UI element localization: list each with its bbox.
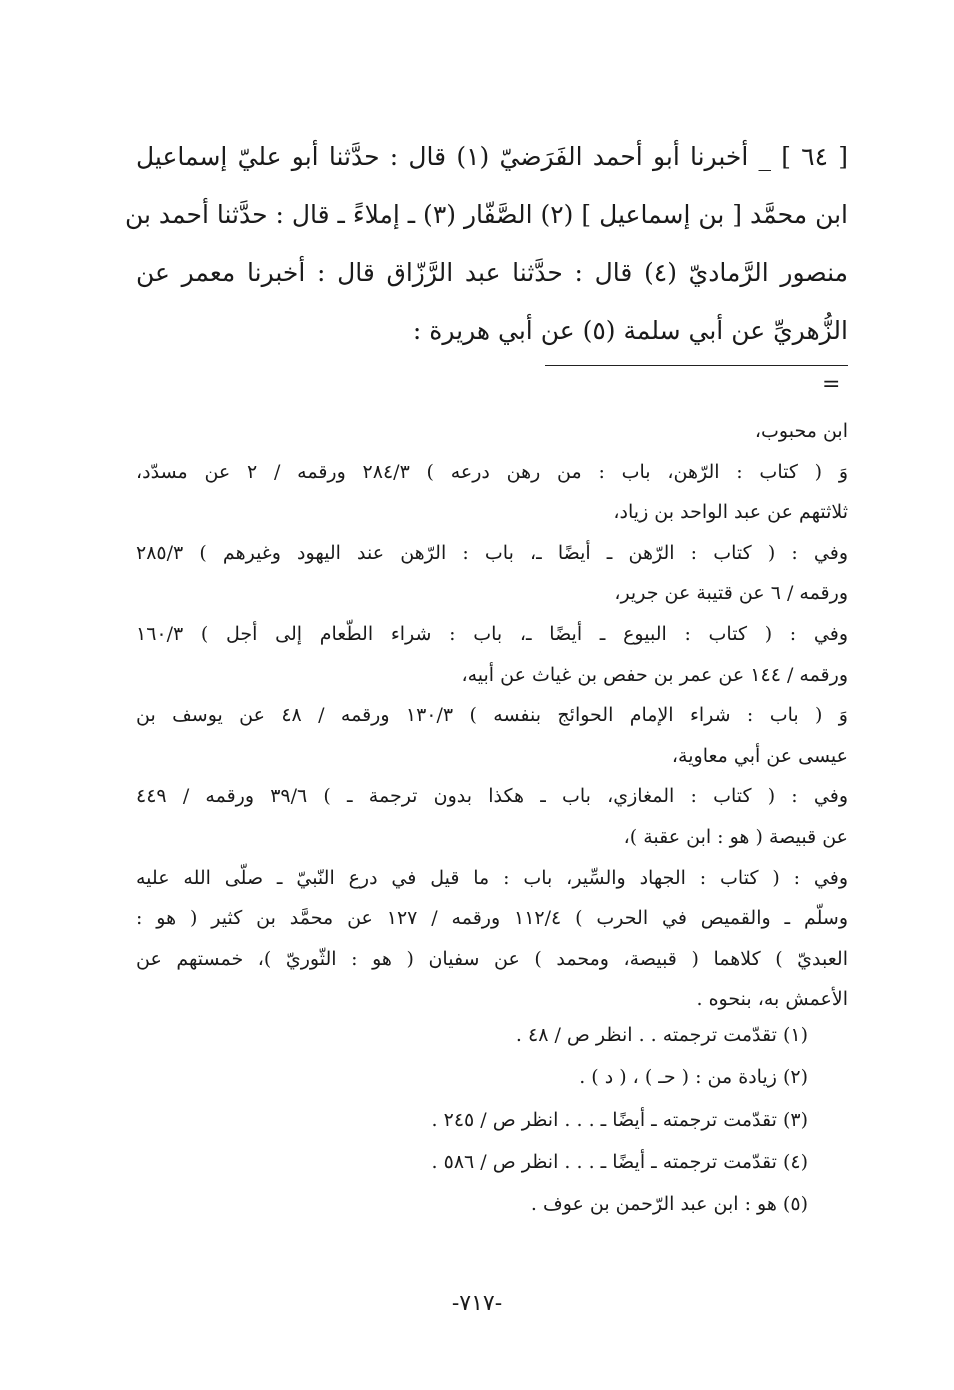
footnote: (٤) تقدّمت ترجمته ـ أيضًا ـ . . . انظر ص / ٥٨٦ . [431,1150,808,1173]
continuation-mark: = [822,372,841,397]
note-line: ابن محبوب، [754,420,848,442]
footnote: (٥) هو : ابن عبد الرّحمن بن عوف . [530,1193,808,1216]
note-line: عن قبيصة ( هو : ابن عقبة )، [623,825,848,848]
footnote-separator [545,365,848,366]
note-line: الأعمش به، بنحوه . [696,988,848,1011]
hadith-line: الزُّهريِّ عن أبي سلمة (٥) عن أبي هريرة : [412,316,848,345]
note-line: وَ ( باب : شراء الإمام الحوائج بنفسه ) ١٣٠/٣ ورقمه / ٤٨ عن يوسف بن [136,704,848,727]
note-line: عيسى عن أبي معاوية، [671,744,848,767]
footnotes [300,1014,808,1225]
page-number: -٧١٧- [451,1291,503,1316]
hadith-line: [ ٦٤ ] _ أخبرنا أبو أحمد الفَرَضيّ (١) قال : حدَّثنا أبو عليّ إسماعيل [136,142,848,171]
note-line: ورقمه / ١٤٤ عن عمر بن حفص بن غياث عن أبيه، [461,663,848,686]
footnote: (٢) زيادة من : ( حـ ) ، ( د ) . [579,1066,808,1089]
hadith-text [125,128,848,360]
footnote: (٣) تقدّمت ترجمته ـ أيضًا ـ . . . انظر ص / ٢٤٥ . [431,1108,808,1131]
note-line: وَ ( كتاب : الرّهن، باب : من رهن درعه ) ٢٨٤/٣ ورقمه / ٢ عن مسدّد، [136,460,849,483]
note-line: وفي : ( كتاب : المغازي، باب ـ هكذا بدون ترجمة ـ ) ٣٩/٦ ورقمه / ٤٤٩ [136,785,848,808]
note-line: ورقمه / ٦ عن قتيبة عن جرير، [614,582,848,605]
hadith-line: ابن محمَّد [ بن إسماعيل ] (٢) الصَّفّار (٣) ـ إملاءً ـ قال : حدَّثنا أحمد بن [125,200,848,229]
note-line: وفي : ( كتاب : الجهاد والسِّير، باب : ما قيل في درع النّبيّ ـ صلّى الله عليه [136,866,848,889]
note-line: ثلاثتهم عن عبد الواحد بن زياد، [613,501,848,524]
note-line: وفي : ( كتاب : الرّهن ـ أيضًا ـ، باب : الرّهن عند اليهود وغيرهم ) ٢٨٥/٣ [136,541,848,564]
hadith-line: منصور الرَّماديّ (٤) قال : حدَّثنا عبد الرَّزّاق قال : أخبرنا معمر عن [136,258,848,287]
note-line: وسلّم ـ والقميص في الحرب ) ١١٢/٤ ورقمه / ١٢٧ عن محمَّد بن كثير ( هو : [136,907,849,930]
note-line: وفي : ( كتاب : البيوع ـ أيضًا ـ، باب : شراء الطّعام إلى أجل ) ١٦٠/٣ [136,622,848,645]
note-line: العبديّ ) كلاهما ( قبيصة، ومحمد ) عن سفيان ( هو : الثّوريّ )، خمستهم عن [136,947,848,970]
takhrij-notes [136,411,848,1020]
footnote: (١) تقدّمت ترجمته . . انظر ص / ٤٨ . [515,1024,808,1046]
